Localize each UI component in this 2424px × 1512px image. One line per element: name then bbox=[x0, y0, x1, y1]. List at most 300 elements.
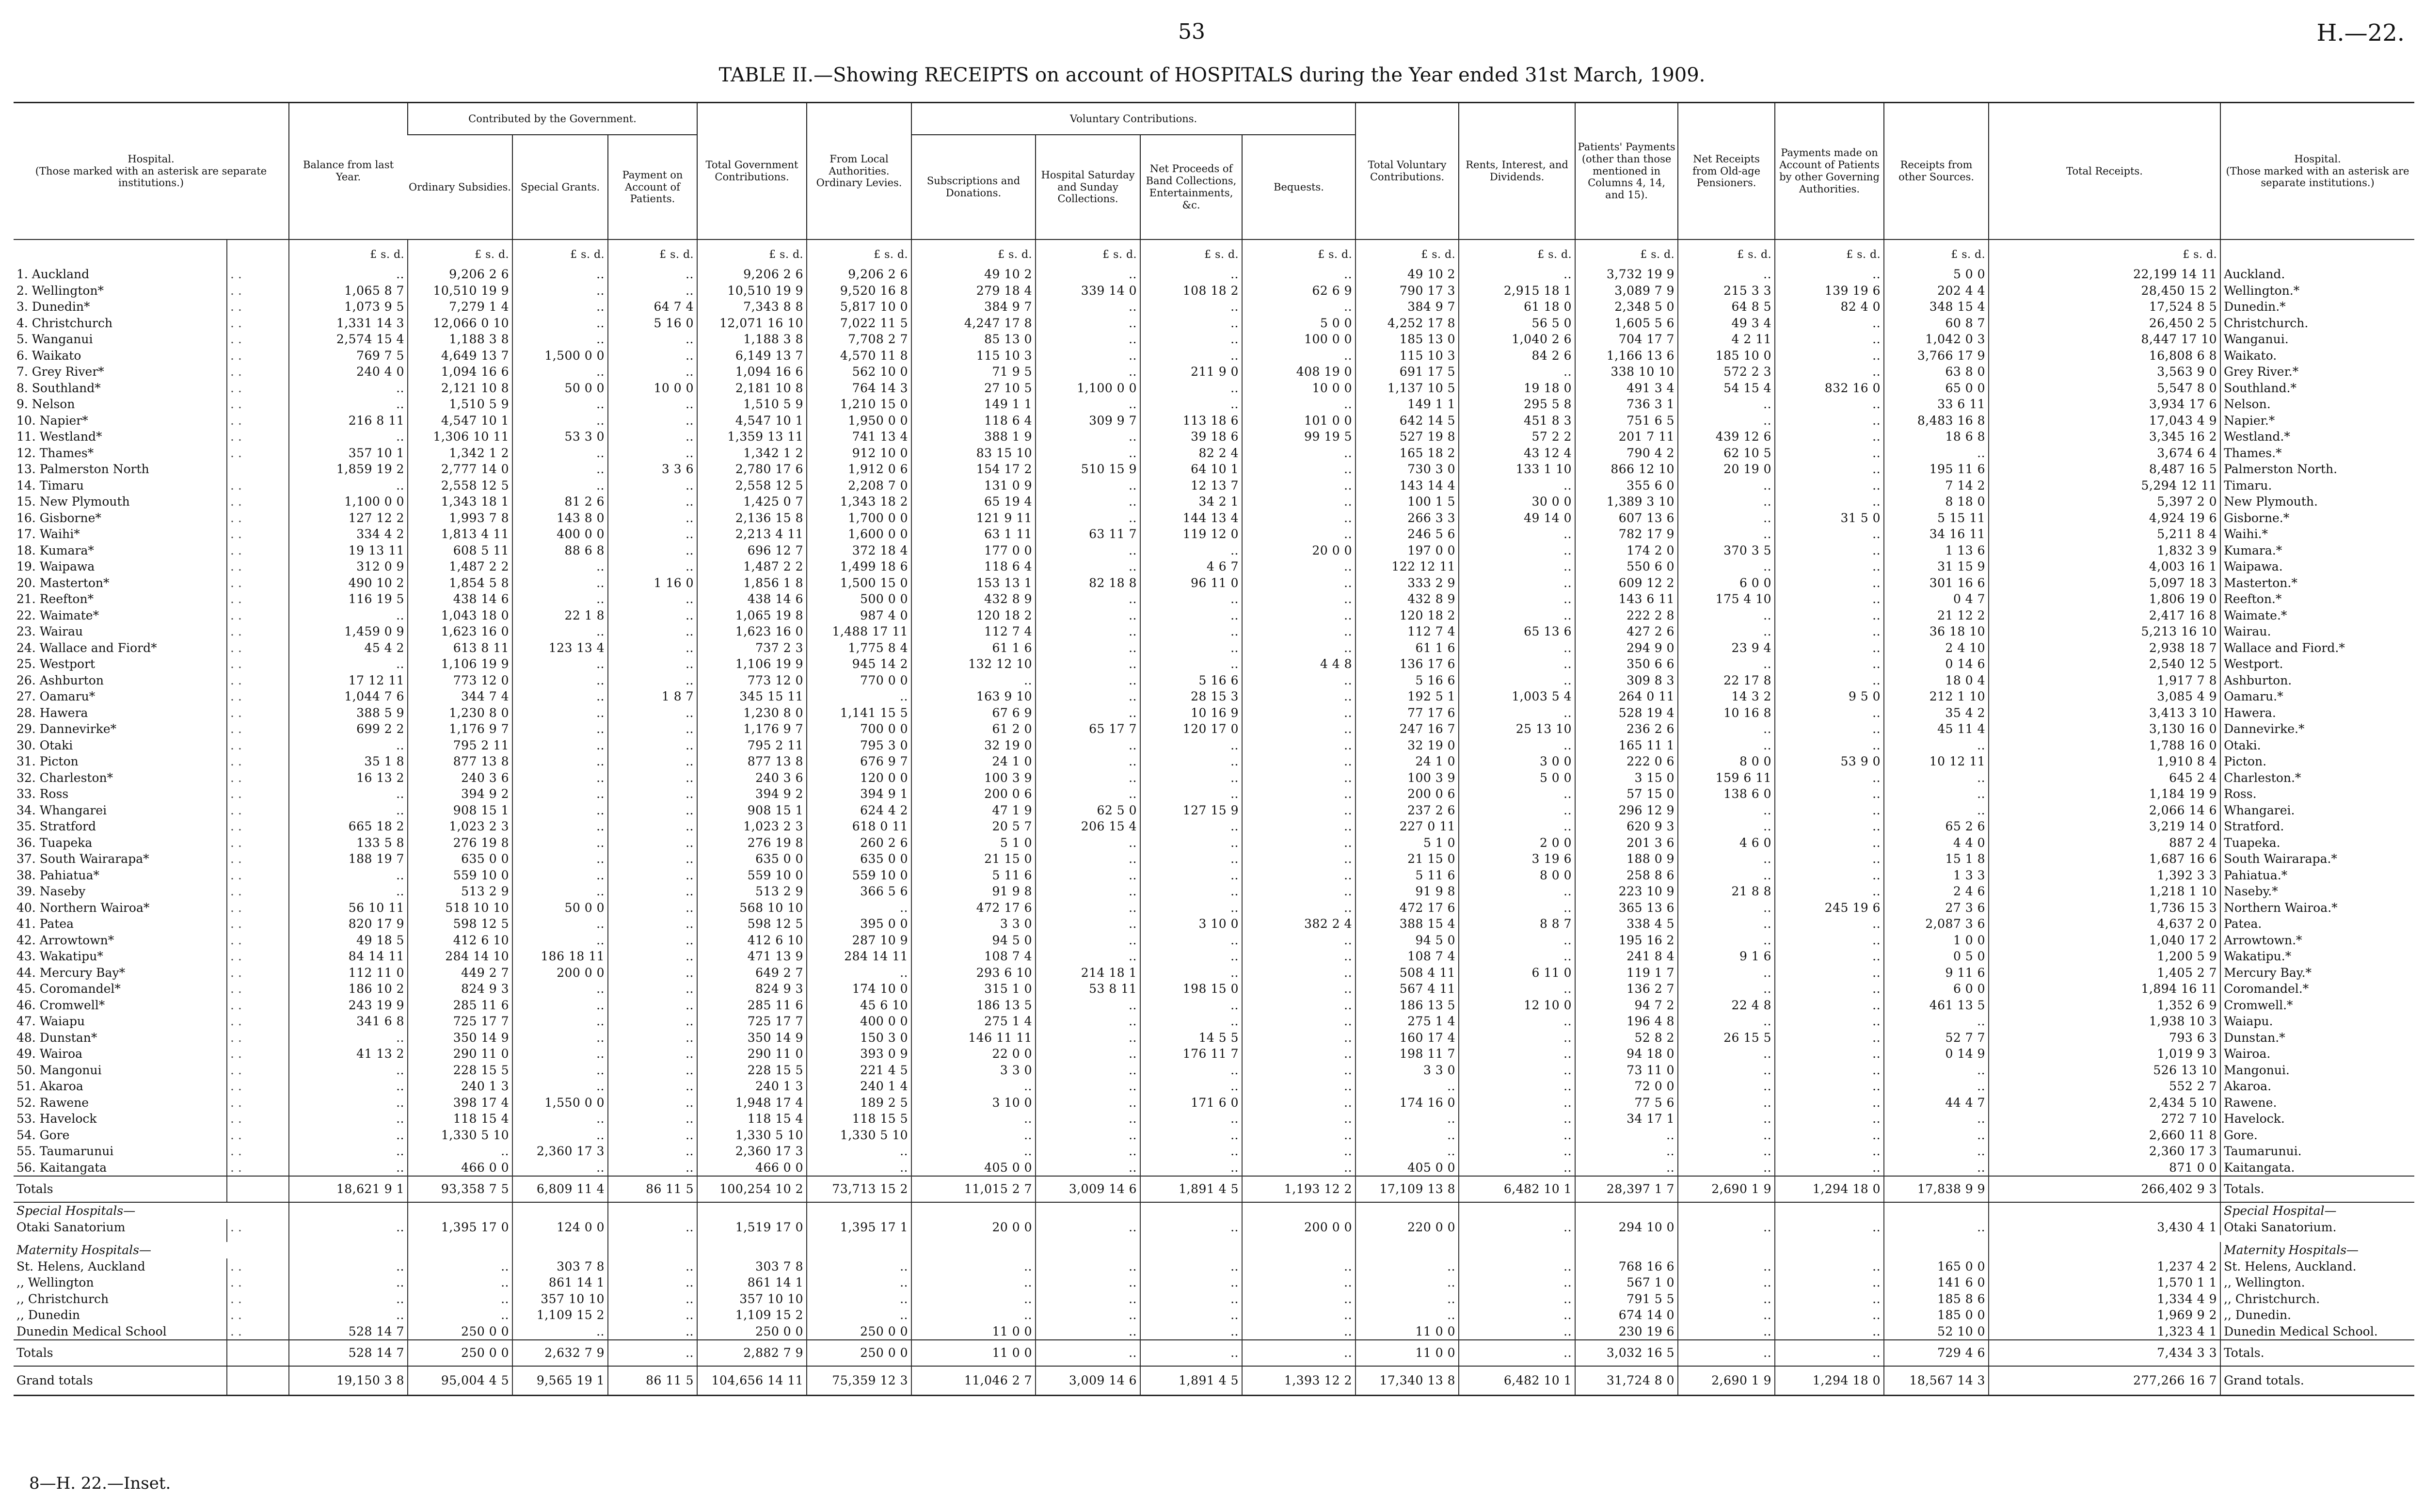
empty-cell bbox=[697, 1202, 807, 1219]
amount-cell: 6,149 13 7 bbox=[697, 348, 807, 364]
amount-cell: 1,806 19 0 bbox=[1989, 591, 2220, 607]
amount-cell: 1,044 7 6 bbox=[289, 688, 408, 705]
amount-cell: 94 18 0 bbox=[1575, 1046, 1678, 1062]
amount-cell: 1,813 4 11 bbox=[408, 526, 512, 542]
amount-cell: 100 0 0 bbox=[1242, 331, 1356, 348]
leader-dots: . . bbox=[227, 364, 289, 380]
amount-cell: .. bbox=[512, 932, 608, 949]
amount-cell: .. bbox=[512, 477, 608, 494]
amount-cell: 4 6 7 bbox=[1140, 558, 1242, 575]
amount-cell: 1,141 15 5 bbox=[807, 705, 911, 721]
amount-cell: 99 19 5 bbox=[1242, 429, 1356, 445]
amount-cell: .. bbox=[408, 1274, 512, 1291]
amount-cell: .. bbox=[1884, 1127, 1989, 1144]
amount-cell: .. bbox=[608, 1307, 697, 1323]
leader-dots: . . bbox=[227, 299, 289, 315]
amount-cell: .. bbox=[1775, 867, 1884, 884]
amount-cell: 220 0 0 bbox=[1356, 1219, 1459, 1236]
amount-cell: .. bbox=[1242, 348, 1356, 364]
amount-cell: 620 9 3 bbox=[1575, 818, 1678, 835]
amount-cell: 3 3 0 bbox=[1356, 1062, 1459, 1079]
amount-cell: .. bbox=[608, 331, 697, 348]
leader-dots: . . bbox=[227, 1219, 289, 1236]
amount-cell: 1,459 0 9 bbox=[289, 623, 408, 640]
amount-cell: .. bbox=[1459, 266, 1575, 283]
hospital-name-right: Thames.* bbox=[2220, 445, 2414, 462]
amount-cell: .. bbox=[608, 1111, 697, 1127]
hospital-name: 45. Coromandel* bbox=[16, 982, 121, 996]
empty-cell bbox=[1356, 1242, 1459, 1258]
amount-cell: 1,891 4 5 bbox=[1140, 1366, 1242, 1396]
amount-cell: .. bbox=[1036, 867, 1140, 884]
amount-cell: 699 2 2 bbox=[289, 721, 408, 737]
amount-cell: 4,570 11 8 bbox=[807, 348, 911, 364]
amount-cell: 2,181 10 8 bbox=[697, 380, 807, 397]
amount-cell: .. bbox=[807, 1143, 911, 1160]
hospital-name: 1. Auckland bbox=[16, 267, 90, 281]
hospital-row bbox=[14, 380, 2414, 397]
amount-cell: .. bbox=[1242, 1111, 1356, 1127]
leader-dots: . . bbox=[227, 688, 289, 705]
amount-cell: 127 15 9 bbox=[1140, 802, 1242, 819]
empty-cell bbox=[1989, 1235, 2220, 1242]
amount-cell: .. bbox=[1036, 299, 1140, 315]
amount-cell: 120 18 2 bbox=[1356, 607, 1459, 624]
amount-cell: .. bbox=[608, 640, 697, 656]
hospital-name-right: Pahiatua.* bbox=[2220, 867, 2414, 884]
amount-cell: 344 7 4 bbox=[408, 688, 512, 705]
amount-cell: 34 16 11 bbox=[1884, 526, 1989, 542]
amount-cell: .. bbox=[608, 1323, 697, 1340]
amount-cell: 16,808 6 8 bbox=[1989, 348, 2220, 364]
amount-cell: .. bbox=[1884, 1013, 1989, 1030]
amount-cell: .. bbox=[1140, 1291, 1242, 1307]
amount-cell: 177 0 0 bbox=[911, 542, 1036, 559]
amount-cell: 2,540 12 5 bbox=[1989, 656, 2220, 672]
leader-dots: . . bbox=[227, 607, 289, 624]
col-hospital-right-title: Hospital. bbox=[2294, 153, 2341, 165]
amount-cell: 1,043 18 0 bbox=[408, 607, 512, 624]
amount-cell: 8 0 0 bbox=[1459, 867, 1575, 884]
amount-cell: 550 6 0 bbox=[1575, 558, 1678, 575]
amount-cell: 9,206 2 6 bbox=[807, 266, 911, 283]
leader-dots: . . bbox=[227, 1062, 289, 1079]
amount-cell: .. bbox=[1775, 396, 1884, 413]
amount-cell: .. bbox=[1036, 705, 1140, 721]
empty-cell bbox=[608, 1242, 697, 1258]
amount-cell: .. bbox=[608, 1274, 697, 1291]
hospital-name: 41. Patea bbox=[16, 917, 74, 931]
amount-cell: .. bbox=[1459, 640, 1575, 656]
amount-cell: 5 11 6 bbox=[1356, 867, 1459, 884]
amount-cell: .. bbox=[1242, 526, 1356, 542]
amount-cell: .. bbox=[1459, 737, 1575, 754]
empty-cell bbox=[1356, 1235, 1459, 1242]
amount-cell: .. bbox=[1678, 1062, 1775, 1079]
amount-cell: 820 17 9 bbox=[289, 916, 408, 932]
amount-cell: .. bbox=[608, 364, 697, 380]
amount-cell: .. bbox=[608, 429, 697, 445]
amount-cell: .. bbox=[608, 1143, 697, 1160]
amount-cell: 136 17 6 bbox=[1356, 656, 1459, 672]
amount-cell: 272 7 10 bbox=[1989, 1111, 2220, 1127]
amount-cell: 61 2 0 bbox=[911, 721, 1036, 737]
hospital-name: 2. Wellington* bbox=[16, 283, 104, 298]
amount-cell: 334 4 2 bbox=[289, 526, 408, 542]
amount-cell: 3 19 6 bbox=[1459, 851, 1575, 867]
hospital-name-right: Cromwell.* bbox=[2220, 997, 2414, 1014]
amount-cell: .. bbox=[1242, 510, 1356, 526]
amount-cell: .. bbox=[1242, 932, 1356, 949]
amount-cell: .. bbox=[512, 1111, 608, 1127]
amount-cell: 47 1 9 bbox=[911, 802, 1036, 819]
amount-cell: 118 6 4 bbox=[911, 558, 1036, 575]
amount-cell: 95,004 4 5 bbox=[408, 1366, 512, 1396]
amount-cell: .. bbox=[1459, 477, 1575, 494]
amount-cell: .. bbox=[1036, 348, 1140, 364]
amount-cell: 230 19 6 bbox=[1575, 1323, 1678, 1340]
amount-cell: 449 2 7 bbox=[408, 965, 512, 981]
amount-cell: 635 0 0 bbox=[697, 851, 807, 867]
hospital-name: Totals bbox=[14, 1176, 227, 1202]
hospital-name: 53. Havelock bbox=[16, 1112, 97, 1126]
hospital-name: 19. Waipawa bbox=[16, 559, 95, 573]
amount-cell: 461 13 5 bbox=[1884, 997, 1989, 1014]
amount-cell: 3,345 16 2 bbox=[1989, 429, 2220, 445]
amount-cell: .. bbox=[911, 1127, 1036, 1144]
col-balance: Balance from last Year. bbox=[289, 103, 408, 240]
amount-cell: .. bbox=[1678, 981, 1775, 997]
amount-cell: .. bbox=[1036, 542, 1140, 559]
hospital-row bbox=[14, 348, 2414, 364]
amount-cell: 526 13 10 bbox=[1989, 1062, 2220, 1079]
amount-cell: 144 13 4 bbox=[1140, 510, 1242, 526]
amount-cell: 451 8 3 bbox=[1459, 413, 1575, 429]
amount-cell: .. bbox=[1775, 348, 1884, 364]
amount-cell: .. bbox=[1242, 445, 1356, 462]
amount-cell: .. bbox=[1242, 299, 1356, 315]
amount-cell: 472 17 6 bbox=[1356, 900, 1459, 916]
amount-cell: .. bbox=[608, 1160, 697, 1177]
amount-cell: 598 12 5 bbox=[408, 916, 512, 932]
amount-cell: 83 15 10 bbox=[911, 445, 1036, 462]
amount-cell: 1,510 5 9 bbox=[408, 396, 512, 413]
amount-cell: .. bbox=[1036, 364, 1140, 380]
amount-cell: 197 0 0 bbox=[1356, 542, 1459, 559]
leader-dots: . . bbox=[227, 981, 289, 997]
totals-row bbox=[14, 1176, 2414, 1202]
amount-cell: .. bbox=[1036, 315, 1140, 332]
amount-cell: 945 14 2 bbox=[807, 656, 911, 672]
amount-cell: 163 9 10 bbox=[911, 688, 1036, 705]
amount-cell: .. bbox=[1242, 607, 1356, 624]
amount-cell: 277,266 16 7 bbox=[1989, 1366, 2220, 1396]
hospital-name: 47. Waiapu bbox=[16, 1014, 85, 1028]
amount-cell: 309 9 7 bbox=[1036, 413, 1140, 429]
amount-cell: 2,121 10 8 bbox=[408, 380, 512, 397]
amount-cell: 338 10 10 bbox=[1575, 364, 1678, 380]
amount-cell: 508 4 11 bbox=[1356, 965, 1459, 981]
amount-cell: .. bbox=[1775, 1323, 1884, 1340]
amount-cell: .. bbox=[1036, 753, 1140, 770]
amount-cell: 1,106 19 9 bbox=[408, 656, 512, 672]
amount-cell: .. bbox=[1242, 948, 1356, 965]
hospital-name-right: Tuapeka. bbox=[2220, 835, 2414, 851]
hospital-name-right: Taumarunui. bbox=[2220, 1143, 2414, 1160]
hospital-name-right: Gore. bbox=[2220, 1127, 2414, 1144]
amount-cell: 645 2 4 bbox=[1989, 770, 2220, 786]
amount-cell: 5 15 11 bbox=[1884, 510, 1989, 526]
amount-cell: 65 19 4 bbox=[911, 493, 1036, 510]
amount-cell: .. bbox=[512, 364, 608, 380]
amount-cell: 635 0 0 bbox=[807, 851, 911, 867]
amount-cell: 223 10 9 bbox=[1575, 883, 1678, 900]
amount-cell: .. bbox=[1036, 688, 1140, 705]
amount-cell: 303 7 8 bbox=[512, 1258, 608, 1275]
amount-cell: 149 1 1 bbox=[1356, 396, 1459, 413]
amount-cell: 123 13 4 bbox=[512, 640, 608, 656]
amount-cell: 394 9 2 bbox=[697, 786, 807, 802]
amount-cell: .. bbox=[1242, 672, 1356, 689]
amount-cell: .. bbox=[807, 688, 911, 705]
amount-cell: 1,100 0 0 bbox=[289, 493, 408, 510]
amount-cell: .. bbox=[608, 770, 697, 786]
amount-cell: 32 19 0 bbox=[911, 737, 1036, 754]
amount-cell: 1,306 10 11 bbox=[408, 429, 512, 445]
amount-cell: .. bbox=[512, 818, 608, 835]
amount-cell: 696 12 7 bbox=[697, 542, 807, 559]
amount-cell: 1,395 17 0 bbox=[408, 1219, 512, 1236]
amount-cell: 56 5 0 bbox=[1459, 315, 1575, 332]
amount-cell: 71 9 5 bbox=[911, 364, 1036, 380]
amount-cell: 26 15 5 bbox=[1678, 1030, 1775, 1046]
amount-cell: .. bbox=[1678, 867, 1775, 884]
amount-cell: .. bbox=[1036, 477, 1140, 494]
hospital-row bbox=[14, 1095, 2414, 1111]
hospital-name-right: Waipawa. bbox=[2220, 558, 2414, 575]
amount-cell: 567 4 11 bbox=[1356, 981, 1459, 997]
amount-cell: .. bbox=[1036, 932, 1140, 949]
amount-cell: 61 1 6 bbox=[1356, 640, 1459, 656]
amount-cell: 382 2 4 bbox=[1242, 916, 1356, 932]
amount-cell: 7,279 1 4 bbox=[408, 299, 512, 315]
amount-cell: .. bbox=[1775, 1219, 1884, 1236]
amount-cell: 350 14 9 bbox=[697, 1030, 807, 1046]
hospital-name-right: Akaroa. bbox=[2220, 1078, 2414, 1095]
hospital-name: 46. Cromwell* bbox=[16, 998, 105, 1012]
col-local-levies: From Local Authorities. Ordinary Levies. bbox=[807, 103, 911, 240]
amount-cell: 1,176 9 7 bbox=[697, 721, 807, 737]
amount-cell: 1,109 15 2 bbox=[697, 1307, 807, 1323]
amount-cell: 0 14 9 bbox=[1884, 1046, 1989, 1062]
amount-cell: .. bbox=[289, 1143, 408, 1160]
leader-dots: . . bbox=[227, 1291, 289, 1307]
amount-cell: .. bbox=[1775, 965, 1884, 981]
hospital-row bbox=[14, 851, 2414, 867]
empty-cell bbox=[289, 1235, 408, 1242]
amount-cell: 624 4 2 bbox=[807, 802, 911, 819]
amount-cell: 312 0 9 bbox=[289, 558, 408, 575]
amount-cell: .. bbox=[608, 753, 697, 770]
hospital-name: 51. Akaroa bbox=[16, 1079, 83, 1093]
amount-cell: 1,106 19 9 bbox=[697, 656, 807, 672]
amount-cell: 1,334 4 9 bbox=[1989, 1291, 2220, 1307]
amount-cell: 52 8 2 bbox=[1575, 1030, 1678, 1046]
amount-cell: .. bbox=[1036, 493, 1140, 510]
amount-cell: 1,065 19 8 bbox=[697, 607, 807, 624]
hospital-name: 29. Dannevirke* bbox=[16, 722, 117, 736]
amount-cell: .. bbox=[911, 1143, 1036, 1160]
hospital-name-right: Mercury Bay.* bbox=[2220, 965, 2414, 981]
leader-dots: . . bbox=[227, 965, 289, 981]
amount-cell: .. bbox=[1242, 1323, 1356, 1340]
amount-cell: .. bbox=[1678, 266, 1775, 283]
amount-cell: 57 15 0 bbox=[1575, 786, 1678, 802]
amount-cell: 63 11 7 bbox=[1036, 526, 1140, 542]
amount-cell: 192 5 1 bbox=[1356, 688, 1459, 705]
empty-cell bbox=[1459, 1235, 1575, 1242]
hospital-name: 37. South Wairarapa* bbox=[16, 852, 149, 866]
amount-cell: 285 11 6 bbox=[408, 997, 512, 1014]
amount-cell: .. bbox=[1775, 493, 1884, 510]
units-label: £ s. d. bbox=[1989, 239, 2220, 266]
amount-cell: 23 9 4 bbox=[1678, 640, 1775, 656]
maternity-heading-row bbox=[14, 1242, 2414, 1258]
hospital-name-right: Reefton.* bbox=[2220, 591, 2414, 607]
amount-cell: 24 1 0 bbox=[1356, 753, 1459, 770]
amount-cell: 296 12 9 bbox=[1575, 802, 1678, 819]
empty-cell bbox=[1242, 1242, 1356, 1258]
amount-cell: .. bbox=[608, 1127, 697, 1144]
amount-cell: 3,732 19 9 bbox=[1575, 266, 1678, 283]
amount-cell: 725 17 7 bbox=[697, 1013, 807, 1030]
amount-cell: .. bbox=[1884, 1111, 1989, 1127]
amount-cell: 1 3 3 bbox=[1884, 867, 1989, 884]
amount-cell: .. bbox=[1775, 266, 1884, 283]
amount-cell: 1,389 3 10 bbox=[1575, 493, 1678, 510]
hospital-name-right: Westland.* bbox=[2220, 429, 2414, 445]
amount-cell: .. bbox=[1036, 591, 1140, 607]
amount-cell: .. bbox=[1775, 981, 1884, 997]
amount-cell: .. bbox=[1242, 396, 1356, 413]
amount-cell: 200 0 6 bbox=[911, 786, 1036, 802]
amount-cell: 22 0 0 bbox=[911, 1046, 1036, 1062]
leader-dots: . . bbox=[227, 672, 289, 689]
hospital-name-right: Otaki Sanatorium. bbox=[2220, 1219, 2414, 1236]
amount-cell: 1,237 4 2 bbox=[1989, 1258, 2220, 1275]
amount-cell: .. bbox=[1242, 1340, 1356, 1366]
hospital-name-right: Havelock. bbox=[2220, 1111, 2414, 1127]
amount-cell: .. bbox=[1242, 851, 1356, 867]
hospital-name: 31. Picton bbox=[16, 754, 79, 768]
col-hospital-right-header bbox=[2220, 103, 2414, 240]
amount-cell: 1,200 5 9 bbox=[1989, 948, 2220, 965]
amount-cell: 795 3 0 bbox=[807, 737, 911, 754]
amount-cell: 559 10 0 bbox=[697, 867, 807, 884]
amount-cell: .. bbox=[289, 656, 408, 672]
amount-cell: .. bbox=[1775, 331, 1884, 348]
amount-cell: .. bbox=[1678, 1143, 1775, 1160]
amount-cell: 118 6 4 bbox=[911, 413, 1036, 429]
amount-cell: .. bbox=[289, 396, 408, 413]
amount-cell: .. bbox=[1775, 1291, 1884, 1307]
amount-cell: .. bbox=[1242, 1258, 1356, 1275]
special-hospital-row bbox=[14, 1219, 2414, 1236]
hospital-name-right: Rawene. bbox=[2220, 1095, 2414, 1111]
amount-cell: 62 6 9 bbox=[1242, 283, 1356, 299]
amount-cell: 1,073 9 5 bbox=[289, 299, 408, 315]
amount-cell: 143 8 0 bbox=[512, 510, 608, 526]
amount-cell: 112 11 0 bbox=[289, 965, 408, 981]
empty-cell bbox=[289, 1242, 408, 1258]
hospital-name-right: Coromandel.* bbox=[2220, 981, 2414, 997]
amount-cell: .. bbox=[1036, 997, 1140, 1014]
amount-cell: 94 5 0 bbox=[1356, 932, 1459, 949]
amount-cell: 877 13 8 bbox=[408, 753, 512, 770]
amount-cell: 2,417 16 8 bbox=[1989, 607, 2220, 624]
amount-cell: 195 16 2 bbox=[1575, 932, 1678, 949]
amount-cell: .. bbox=[1678, 1160, 1775, 1177]
hospital-name: 33. Ross bbox=[16, 787, 69, 801]
amount-cell: .. bbox=[1775, 997, 1884, 1014]
amount-cell: 196 4 8 bbox=[1575, 1013, 1678, 1030]
amount-cell: 1,210 15 0 bbox=[807, 396, 911, 413]
amount-cell: .. bbox=[512, 591, 608, 607]
amount-cell: .. bbox=[289, 883, 408, 900]
amount-cell: 3,032 16 5 bbox=[1575, 1340, 1678, 1366]
col-total-voluntary: Total Voluntary Contributions. bbox=[1356, 103, 1459, 240]
units-label: £ s. d. bbox=[911, 239, 1036, 266]
empty-cell bbox=[1140, 1235, 1242, 1242]
amount-cell: 45 4 2 bbox=[289, 640, 408, 656]
hospital-name: 28. Hawera bbox=[16, 705, 88, 720]
amount-cell: .. bbox=[1775, 1160, 1884, 1177]
amount-cell: .. bbox=[1775, 705, 1884, 721]
amount-cell: .. bbox=[1678, 493, 1775, 510]
amount-cell: 17,109 13 8 bbox=[1356, 1176, 1459, 1202]
amount-cell: 33 6 11 bbox=[1884, 396, 1989, 413]
amount-cell: 115 10 3 bbox=[1356, 348, 1459, 364]
leader-dots: . . bbox=[227, 851, 289, 867]
hospital-name: 17. Waihi* bbox=[16, 527, 80, 541]
amount-cell: 39 18 6 bbox=[1140, 429, 1242, 445]
amount-cell: 1,600 0 0 bbox=[807, 526, 911, 542]
empty-cell bbox=[1989, 1202, 2220, 1219]
hospital-name: 23. Wairau bbox=[16, 624, 83, 638]
amount-cell: 1,487 2 2 bbox=[697, 558, 807, 575]
hospital-name-right: Palmerston North. bbox=[2220, 461, 2414, 477]
leader-dots bbox=[227, 1176, 289, 1202]
amount-cell: 2,360 17 3 bbox=[697, 1143, 807, 1160]
amount-cell: .. bbox=[289, 1030, 408, 1046]
amount-cell: 50 0 0 bbox=[512, 900, 608, 916]
amount-cell: 189 2 5 bbox=[807, 1095, 911, 1111]
amount-cell: 250 0 0 bbox=[408, 1340, 512, 1366]
empty-cell bbox=[1140, 1202, 1242, 1219]
amount-cell: 3 3 0 bbox=[911, 916, 1036, 932]
amount-cell: 9 1 6 bbox=[1678, 948, 1775, 965]
amount-cell: 77 17 6 bbox=[1356, 705, 1459, 721]
amount-cell: .. bbox=[1459, 981, 1575, 997]
amount-cell: 908 15 1 bbox=[697, 802, 807, 819]
amount-cell: .. bbox=[1459, 948, 1575, 965]
hospital-name-right: Wairau. bbox=[2220, 623, 2414, 640]
amount-cell: .. bbox=[1140, 851, 1242, 867]
hospital-row bbox=[14, 737, 2414, 754]
amount-cell: .. bbox=[1459, 591, 1575, 607]
hospital-name: ,, Wellington bbox=[16, 1275, 94, 1289]
amount-cell: 471 13 9 bbox=[697, 948, 807, 965]
